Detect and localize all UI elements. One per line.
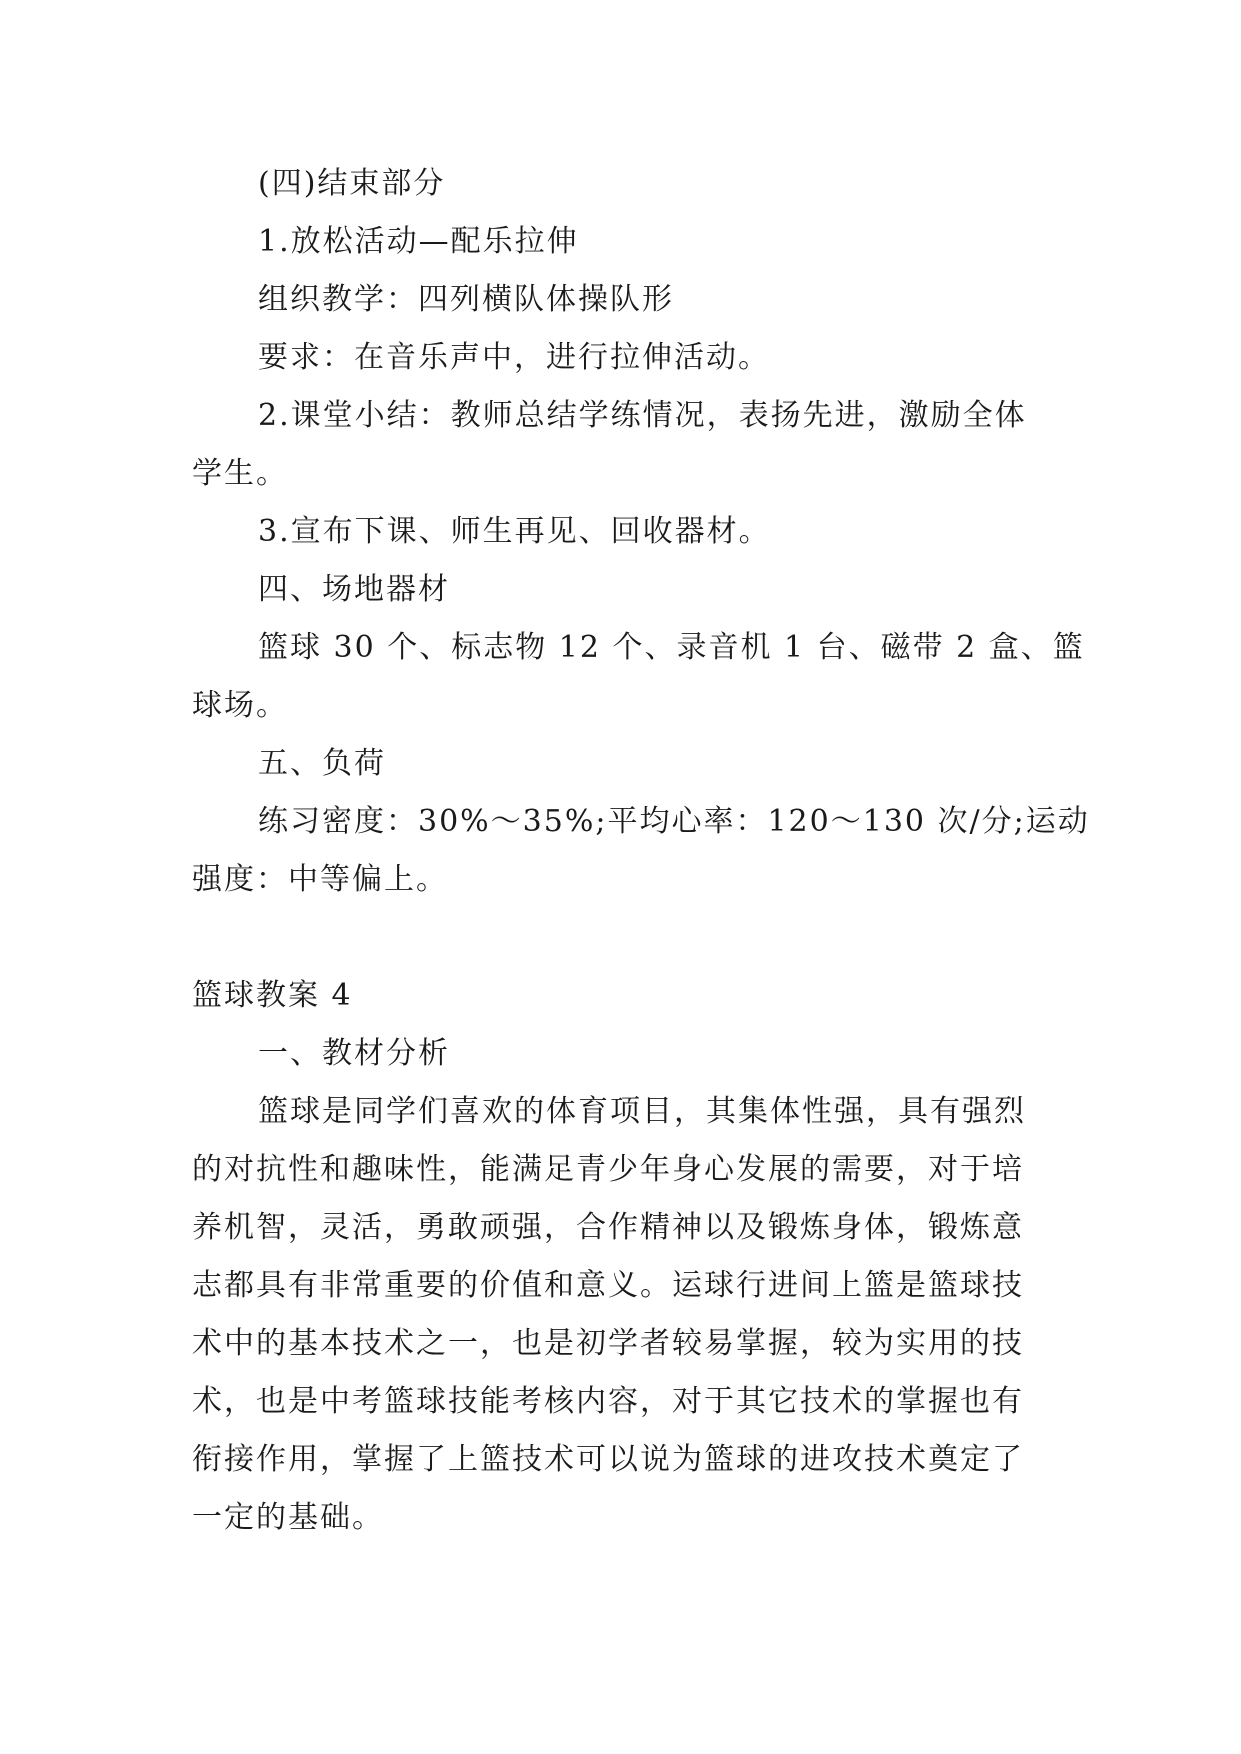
analysis-heading: 一、教材分析 [258, 1036, 450, 1071]
paragraph-line: 一定的基础。 [192, 1500, 384, 1535]
load-line-2: 强度：中等偏上。 [192, 862, 448, 897]
end-section-heading: (四)结束部分 [258, 166, 446, 201]
dismiss-class: 3.宣布下课、师生再见、回收器材。 [258, 514, 771, 549]
paragraph-line: 术中的基本技术之一，也是初学者较易掌握，较为实用的技 [192, 1326, 1024, 1361]
relax-activity-title: 1.放松活动—配乐拉伸 [258, 224, 579, 259]
class-summary-line-1: 2.课堂小结：教师总结学练情况，表扬先进，激励全体 [258, 398, 1027, 433]
class-summary-line-2: 学生。 [192, 456, 288, 491]
load-heading: 五、负荷 [258, 746, 386, 781]
paragraph-line: 衔接作用，掌握了上篮技术可以说为篮球的进攻技术奠定了 [192, 1442, 1024, 1477]
venue-heading: 四、场地器材 [258, 572, 450, 607]
paragraph-line: 篮球是同学们喜欢的体育项目，其集体性强，具有强烈 [258, 1094, 1026, 1129]
venue-line-2: 球场。 [192, 688, 288, 723]
load-line-1: 练习密度：30%～35%;平均心率：120～130 次/分;运动 [258, 804, 1090, 839]
relax-requirement: 要求：在音乐声中，进行拉伸活动。 [258, 340, 770, 375]
paragraph-line: 的对抗性和趣味性，能满足青少年身心发展的需要，对于培 [192, 1152, 1024, 1187]
relax-organization: 组织教学：四列横队体操队形 [258, 282, 674, 317]
lesson-plan-title: 篮球教案 4 [192, 978, 353, 1013]
paragraph-line: 术，也是中考篮球技能考核内容，对于其它技术的掌握也有 [192, 1384, 1024, 1419]
paragraph-line: 养机智，灵活，勇敢顽强，合作精神以及锻炼身体，锻炼意 [192, 1210, 1024, 1245]
venue-line-1: 篮球 30 个、标志物 12 个、录音机 1 台、磁带 2 盒、篮 [258, 630, 1085, 665]
paragraph-line: 志都具有非常重要的价值和意义。运球行进间上篮是篮球技 [192, 1268, 1024, 1303]
